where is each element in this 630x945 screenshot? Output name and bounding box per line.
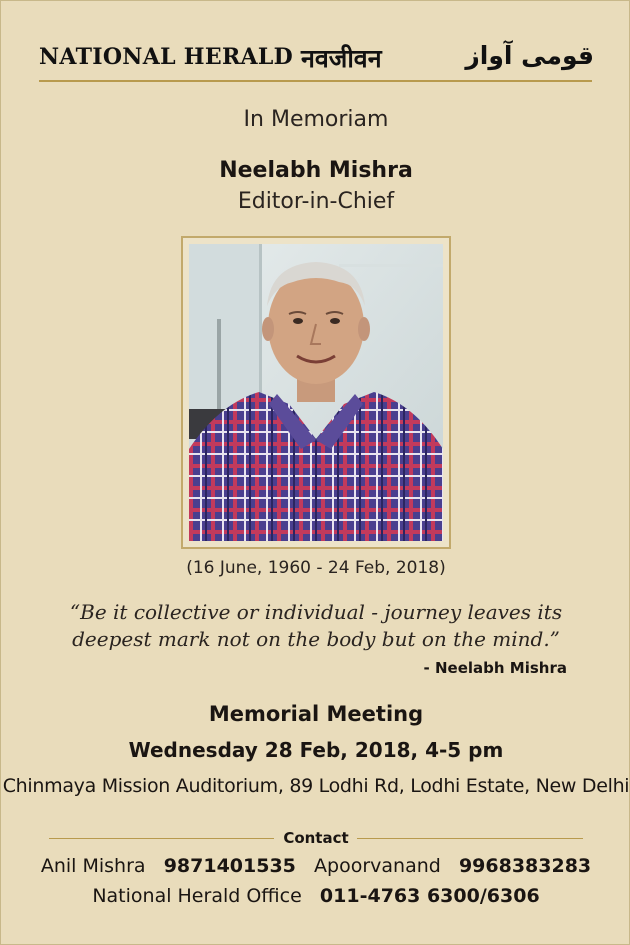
portrait-photo [189, 244, 443, 541]
memoriam-heading: In Memoriam [243, 107, 389, 132]
masthead [39, 41, 594, 81]
meeting-venue: Chinmaya Mission Auditorium, 89 Lodhi Rd, Lodhi Estate, New Delhi [2, 775, 630, 797]
contact-person-1-phone[interactable]: 9871401535 [163, 855, 296, 877]
deceased-designation: Editor-in-Chief [237, 189, 395, 214]
contact-header [49, 829, 583, 847]
meeting-date-time: Wednesday 28 Feb, 2018, 4-5 pm [128, 738, 504, 762]
meeting-title: Memorial Meeting [208, 702, 424, 726]
contact-office-name: National Herald Office [92, 885, 302, 907]
brand-national-herald: NATIONAL HERALD [39, 44, 294, 70]
contact-office-phone[interactable]: 011-4763 6300/6306 [319, 885, 540, 907]
quote-attribution: - Neelabh Mishra [423, 659, 567, 677]
contact-persons [1, 855, 630, 877]
quote-line-1: “Be it collective or individual - journey leaves its [69, 600, 563, 624]
contact-office [1, 885, 630, 907]
masthead-divider [39, 80, 592, 82]
brand-navjivan: नवजीवन [301, 44, 382, 73]
contact-label: Contact [283, 829, 349, 847]
deceased-name: Neelabh Mishra [219, 158, 413, 183]
contact-rule-right [357, 838, 583, 839]
life-dates: (16 June, 1960 - 24 Feb, 2018) [186, 558, 446, 578]
contact-person-2-phone[interactable]: 9968383283 [458, 855, 592, 877]
contact-person-1-name: Anil Mishra [40, 855, 146, 877]
quote [1, 599, 630, 653]
brand-qaumi-awaz: قومی آواز [465, 41, 594, 70]
portrait-frame [181, 236, 451, 549]
quote-line-2: deepest mark not on the body but on the mind.” [72, 627, 560, 651]
contact-person-2-name: Apoorvanand [314, 855, 441, 877]
